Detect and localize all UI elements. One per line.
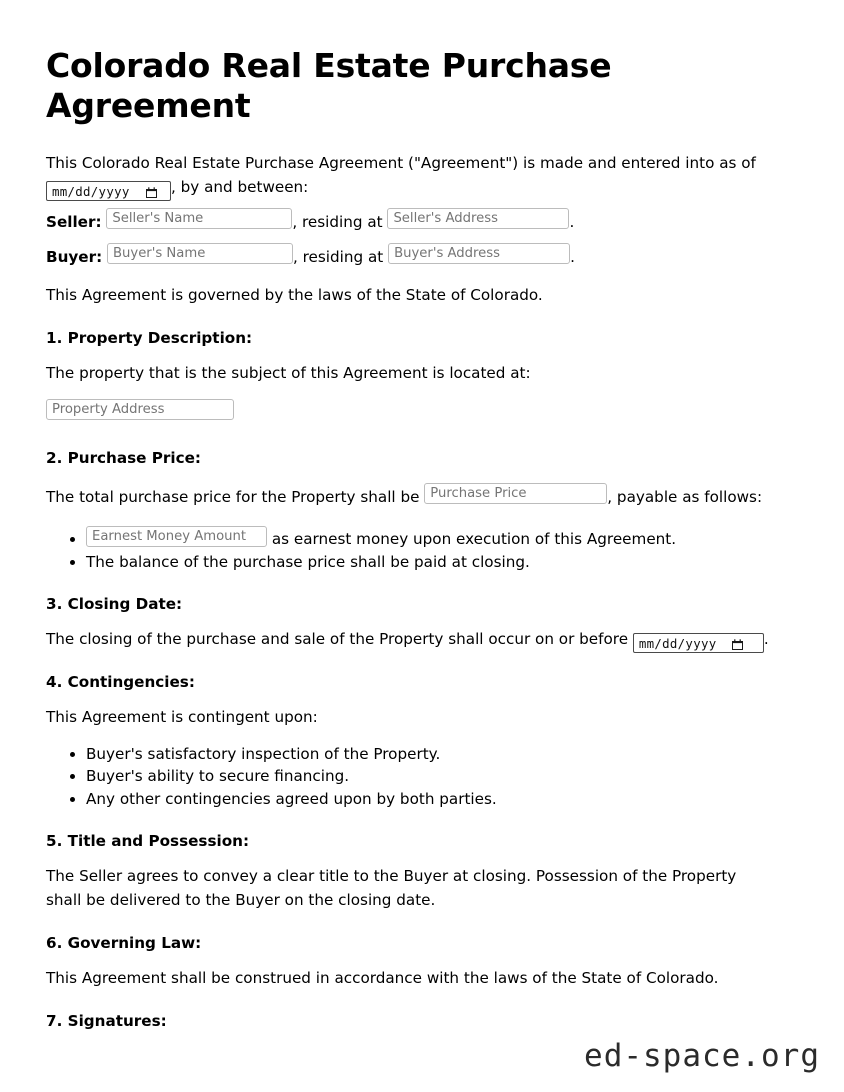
list-item-balance: • The balance of the purchase price shall be paid at closing. [86, 552, 776, 574]
section-heading-purchase-price: 2. Purchase Price: [46, 449, 201, 468]
purchase-price-body [46, 481, 776, 509]
closing-date-text-after: . [763, 630, 769, 649]
list-item: • Any other contingencies agreed upon by both parties. [86, 789, 776, 811]
buyer-address-input[interactable]: Buyer's Address [388, 243, 570, 264]
calendar-icon[interactable] [146, 185, 157, 196]
seller-period: . [569, 213, 575, 232]
agreement-date-placeholder: mm/dd/yyyy [52, 184, 130, 200]
list-item: • Buyer's ability to secure financing. [86, 766, 776, 788]
governing-statement: This Agreement is governed by the laws of the State of Colorado. [46, 286, 543, 305]
contingencies-list [46, 744, 776, 811]
buyer-residing-text: , residing at [292, 248, 384, 267]
seller-address-input[interactable]: Seller's Address [387, 208, 569, 229]
seller-line [46, 206, 776, 234]
section-heading-signatures: 7. Signatures: [46, 1012, 167, 1031]
buyer-period: . [570, 248, 575, 267]
agreement-date-input[interactable] [46, 181, 171, 201]
purchase-price-list [46, 523, 776, 573]
seller-label: Seller: [46, 213, 102, 232]
closing-date-text-before: The closing of the purchase and sale of the Property shall occur on or before [46, 630, 629, 649]
closing-date-input[interactable] [633, 633, 764, 653]
calendar-icon[interactable] [732, 637, 743, 648]
title-and-possession-body: The Seller agrees to convey a clear title to the Buyer at closing. Possession of the Property shall be delivered to the Buyer on the closing date. [46, 867, 737, 910]
purchase-price-input[interactable]: Purchase Price [424, 483, 607, 504]
closing-date-placeholder: mm/dd/yyyy [638, 636, 717, 652]
seller-residing-text: , residing at [292, 213, 383, 232]
property-description-body: The property that is the subject of this Agreement is located at: [46, 364, 531, 383]
section-heading-title-and-possession: 5. Title and Possession: [46, 832, 250, 851]
buyer-label: Buyer: [46, 248, 103, 267]
section-heading-contingencies: 4. Contingencies: [46, 673, 195, 692]
intro-text-after-date: , by and between: [171, 178, 309, 197]
closing-date-body [46, 627, 776, 651]
page-title: Colorado Real Estate Purchase Agreement [46, 46, 612, 125]
buyer-name-input[interactable]: Buyer's Name [107, 243, 293, 264]
governing-law-body: This Agreement shall be construed in accordance with the laws of the State of Colorado. [46, 969, 719, 988]
intro-paragraph [46, 151, 776, 199]
section-heading-closing-date: 3. Closing Date: [46, 595, 183, 614]
purchase-price-text-after: , payable as follows: [607, 488, 763, 507]
property-address-input[interactable]: Property Address [46, 399, 234, 420]
seller-name-input[interactable]: Seller's Name [106, 208, 292, 229]
list-item: • Buyer's satisfactory inspection of the Property. [86, 744, 776, 766]
watermark: ed-space.org [584, 1038, 820, 1074]
earnest-money-text: as earnest money upon execution of this Agreement. [271, 530, 677, 549]
list-item-earnest-money [86, 523, 776, 551]
purchase-price-text-before: The total purchase price for the Property shall be [46, 488, 420, 507]
intro-text-before-date: This Colorado Real Estate Purchase Agreement ("Agreement") is made and entered into as of [46, 154, 756, 173]
contingencies-body: This Agreement is contingent upon: [46, 708, 318, 727]
section-heading-property-description: 1. Property Description: [46, 329, 253, 348]
property-address-row [46, 399, 776, 427]
buyer-line [46, 241, 776, 269]
earnest-money-input[interactable]: Earnest Money Amount [86, 526, 267, 547]
section-heading-governing-law: 6. Governing Law: [46, 934, 202, 953]
